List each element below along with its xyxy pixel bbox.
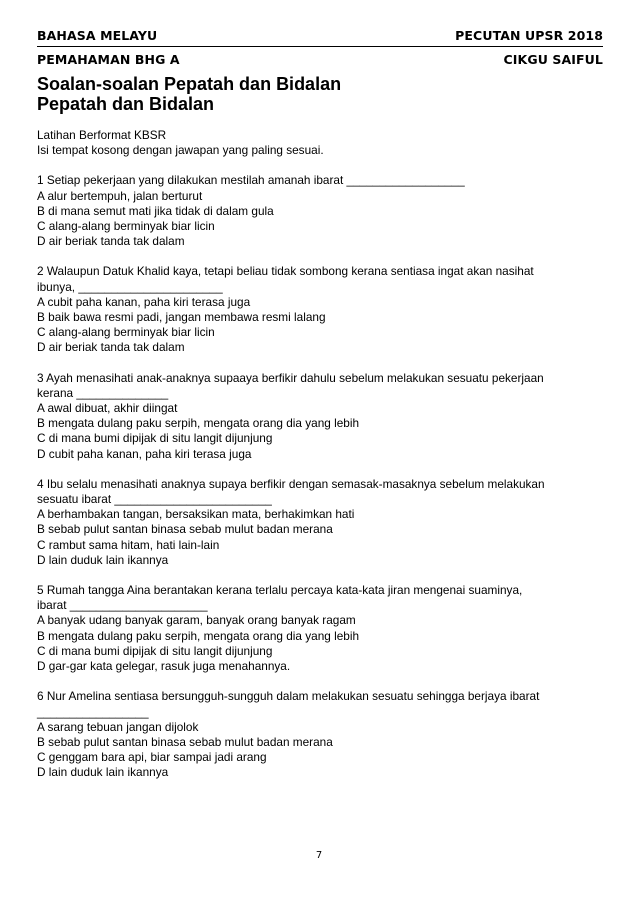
question-stem-continued: kerana ______________	[37, 385, 169, 400]
header-top-row	[37, 28, 603, 47]
option-d: D air beriak tanda tak dalam	[37, 234, 185, 249]
question-stem: 6 Nur Amelina sentiasa bersungguh-sungguh dalam melakukan sesuatu sehingga berjaya ibarat	[37, 689, 540, 704]
instructions-format: Latihan Berformat KBSR	[37, 128, 167, 142]
question-stem-continued: ibunya, ______________________	[37, 279, 223, 294]
question-3	[37, 371, 603, 462]
page-title: Soalan-soalan Pepatah dan Bidalan	[37, 74, 342, 94]
option-a: A awal dibuat, akhir diingat	[37, 401, 178, 416]
question-2	[37, 264, 603, 355]
option-c: C genggam bara api, biar sampai jadi arang	[37, 750, 267, 765]
question-stem-continued: sesuatu ibarat ________________________	[37, 492, 272, 507]
page-number: 7	[315, 850, 323, 861]
section-label: PEMAHAMAN BHG A	[37, 52, 180, 67]
question-5	[37, 583, 603, 674]
instructions-text: Isi tempat kosong dengan jawapan yang paling sesuai.	[37, 143, 324, 158]
option-d: D lain duduk lain ikannya	[37, 552, 169, 567]
question-stem: 1 Setiap pekerjaan yang dilakukan mestilah amanah ibarat __________________	[37, 173, 465, 188]
page-subtitle: Pepatah dan Bidalan	[37, 94, 215, 114]
question-stem: 4 Ibu selalu menasihati anaknya supaya berfikir dengan semasak-masaknya sebelum melakukan	[37, 476, 545, 491]
option-a: A alur bertempuh, jalan berturut	[37, 188, 203, 203]
option-d: D lain duduk lain ikannya	[37, 765, 169, 780]
option-c: C rambut sama hitam, hati lain-lain	[37, 537, 220, 552]
option-b: B mengata dulang paku serpih, mengata orang dia yang lebih	[37, 628, 360, 643]
worksheet-page	[37, 28, 603, 781]
option-b: B mengata dulang paku serpih, mengata orang dia yang lebih	[37, 416, 360, 431]
option-a: A berhambakan tangan, bersaksikan mata, berhakimkan hati	[37, 507, 355, 522]
program-label: PECUTAN UPSR 2018	[455, 28, 603, 43]
teacher-label: CIKGU SAIFUL	[503, 52, 603, 67]
option-b: B sebab pulut santan binasa sebab mulut badan merana	[37, 522, 333, 537]
option-a: A banyak udang banyak garam, banyak orang banyak ragam	[37, 613, 356, 628]
question-1	[37, 173, 603, 249]
option-b: B sebab pulut santan binasa sebab mulut badan merana	[37, 734, 333, 749]
option-c: C alang-alang berminyak biar licin	[37, 325, 215, 340]
option-d: D cubit paha kanan, paha kiri terasa juga	[37, 446, 252, 461]
instructions	[37, 128, 603, 158]
question-stem: 5 Rumah tangga Aina berantakan kerana terlalu percaya kata-kata jiran mengenai suaminya,	[37, 583, 523, 598]
option-b: B baik bawa resmi padi, jangan membawa resmi lalang	[37, 310, 326, 325]
question-stem: 3 Ayah menasihati anak-anaknya supaaya berfikir dahulu sebelum melakukan sesuatu pekerjaan	[37, 370, 544, 385]
option-a: A sarang tebuan jangan dijolok	[37, 719, 199, 734]
question-stem-continued: ibarat _____________________	[37, 598, 208, 613]
option-c: C di mana bumi dipijak di situ langit dijunjung	[37, 643, 273, 658]
question-6	[37, 689, 603, 780]
option-d: D gar-gar kata gelegar, rasuk juga menahannya.	[37, 659, 291, 674]
question-stem: 2 Walaupun Datuk Khalid kaya, tetapi beliau tidak sombong kerana sentiasa ingat akan nasihat	[37, 264, 534, 279]
option-d: D air beriak tanda tak dalam	[37, 340, 185, 355]
question-4	[37, 477, 603, 568]
header-second-row	[37, 52, 603, 68]
option-c: C di mana bumi dipijak di situ langit dijunjung	[37, 431, 273, 446]
option-a: A cubit paha kanan, paha kiri terasa juga	[37, 294, 251, 309]
title-block	[37, 74, 603, 114]
option-b: B di mana semut mati jika tidak di dalam gula	[37, 203, 274, 218]
question-stem-continued: _________________	[37, 704, 149, 719]
subject-label: BAHASA MELAYU	[37, 28, 158, 43]
option-c: C alang-alang berminyak biar licin	[37, 219, 215, 234]
